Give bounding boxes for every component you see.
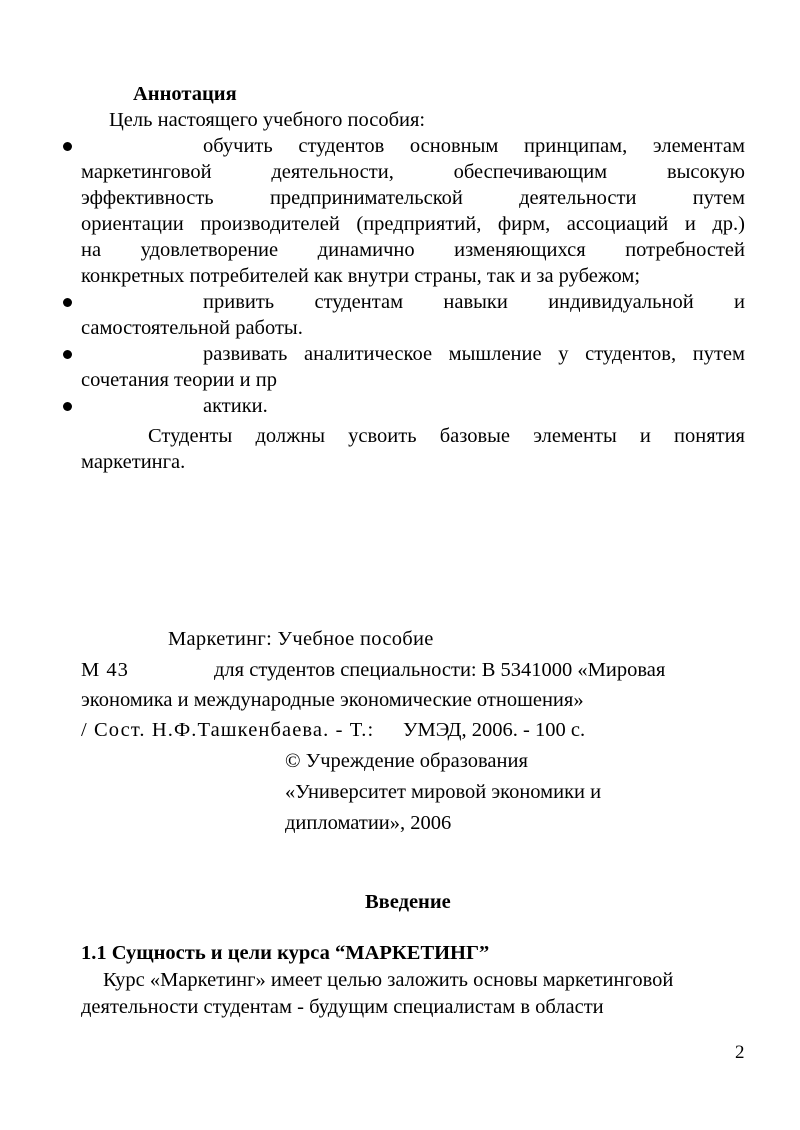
annotation-heading: Аннотация bbox=[133, 83, 237, 105]
biblio-line-1: для студентов специальности: В 5341000 «Мировая bbox=[214, 659, 666, 681]
bullet-3-lead: развивать аналитическое мышление у студентов, путем bbox=[203, 343, 745, 365]
copyright-line: © Учреждение образования bbox=[285, 750, 528, 772]
copyright-line: дипломатии», 2006 bbox=[285, 812, 452, 834]
biblio-line-2: экономика и международные экономические отношения» bbox=[81, 689, 584, 711]
bullet-icon bbox=[63, 350, 72, 359]
bullet-2-lead: привить студентам навыки индивидуальной и bbox=[203, 291, 745, 313]
annotation-closing-end: маркетинга. bbox=[81, 451, 186, 473]
copyright-line: «Университет мировой экономики и bbox=[285, 781, 602, 803]
biblio-code: М 43 bbox=[81, 659, 129, 681]
bullet-1-line: на удовлетворение динамично изменяющихся потребностей bbox=[81, 239, 745, 261]
intro-paragraph-line: Курс «Маркетинг» имеет целью заложить основы маркетинговой bbox=[103, 969, 674, 991]
biblio-title: Маркетинг: Учебное пособие bbox=[168, 628, 434, 650]
bullet-1-lead: обучить студентов основным принципам, элементам bbox=[203, 135, 745, 157]
section-heading: Введение bbox=[365, 891, 451, 913]
annotation-closing: Студенты должны усвоить базовые элементы и понятия bbox=[148, 425, 745, 447]
page-number: 2 bbox=[735, 1042, 745, 1063]
bullet-4-lead: актики. bbox=[203, 395, 268, 417]
bullet-icon bbox=[63, 142, 72, 151]
bullet-2-line: самостоятельной работы. bbox=[81, 317, 303, 339]
bullet-1-line: маркетинговой деятельности, обеспечивающим высокую bbox=[81, 161, 745, 183]
bullet-1-line: эффективность предпринимательской деятельности путем bbox=[81, 187, 745, 209]
biblio-line-3-publisher: УМЭД, 2006. - 100 с. bbox=[403, 719, 586, 741]
bullet-icon bbox=[63, 298, 72, 307]
annotation-intro: Цель настоящего учебного пособия: bbox=[109, 109, 426, 131]
biblio-line-3-compiler: / Сост. Н.Ф.Ташкенбаева. - Т.: bbox=[81, 719, 375, 741]
bullet-icon bbox=[63, 402, 72, 411]
bullet-1-line: конкретных потребителей как внутри страны, так и за рубежом; bbox=[81, 265, 641, 287]
subsection-heading: 1.1 Сущность и цели курса “МАРКЕТИНГ” bbox=[81, 942, 490, 964]
bullet-1-line: ориентации производителей (предприятий, фирм, ассоциаций и др.) bbox=[81, 213, 745, 235]
intro-paragraph-line: деятельности студентам - будущим специалистам в области bbox=[81, 996, 604, 1018]
bullet-3-line: сочетания теории и пр bbox=[81, 369, 277, 391]
